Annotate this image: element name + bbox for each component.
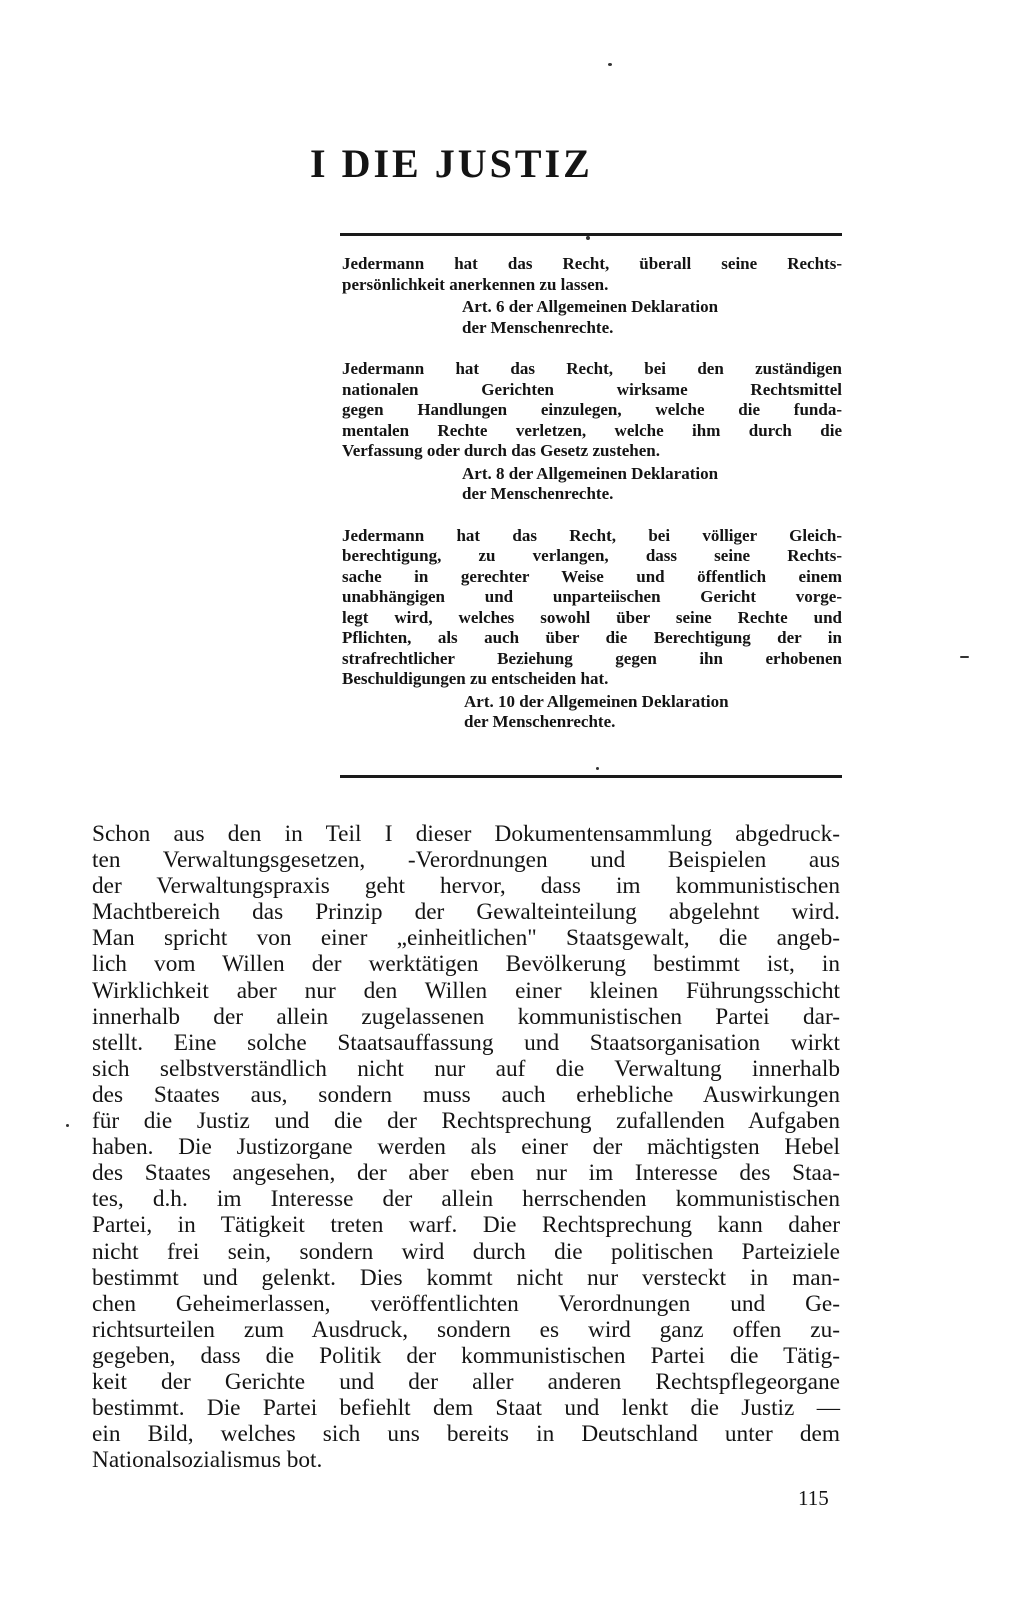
source-line: der Menschenrechte. bbox=[462, 317, 614, 337]
quote-line: Jedermann hat das Recht, bei den zuständigen bbox=[342, 359, 842, 378]
source-line: Art. 6 der Allgemeinen Deklaration bbox=[462, 297, 719, 316]
epigraph-quotes bbox=[342, 254, 842, 754]
source-line: Art. 10 der Allgemeinen Deklaration bbox=[464, 691, 729, 711]
quote-line: Pflichten, als auch über die Berechtigung der in bbox=[342, 628, 842, 647]
body-line: bestimmt. Die Partei befiehlt dem Staat und lenkt die Justiz — bbox=[92, 1395, 840, 1422]
body-line: richtsurteilen zum Ausdruck, sondern es wird ganz offen zu- bbox=[92, 1316, 840, 1343]
scan-speck bbox=[66, 1124, 69, 1127]
body-line: Partei, in Tätigkeit treten warf. Die Rechtsprechung kann daher bbox=[92, 1212, 840, 1239]
body-line: ein Bild, welches sich uns bereits in Deutschland unter dem bbox=[92, 1421, 840, 1448]
top-rule bbox=[340, 233, 842, 236]
body-line: ten Verwaltungsgesetzen, -Verordnungen und Beispielen aus bbox=[92, 847, 840, 874]
body-line: tes, d.h. im Interesse der allein herrschenden kommunistischen bbox=[92, 1186, 840, 1213]
body-line: Schon aus den in Teil I dieser Dokumentensammlung abgedruck- bbox=[92, 821, 840, 847]
quote-source bbox=[342, 692, 842, 733]
quote-line: Beschuldigungen zu entscheiden hat. bbox=[342, 669, 609, 688]
quote-article-6 bbox=[342, 254, 842, 338]
body-line: nicht frei sein, sondern wird durch die politischen Parteiziele bbox=[92, 1238, 840, 1265]
scan-speck bbox=[596, 767, 599, 770]
body-line: innerhalb der allein zugelassenen kommunistischen Partei dar- bbox=[92, 1003, 840, 1030]
body-line: der Verwaltungspraxis geht hervor, dass im kommunistischen bbox=[92, 873, 840, 900]
body-line: stellt. Eine solche Staatsauffassung und Staatsorganisation wirkt bbox=[92, 1029, 840, 1056]
quote-line: unabhängigen und unparteiischen Gericht vorge- bbox=[342, 587, 842, 606]
quote-line: persönlichkeit anerkennen zu lassen. bbox=[342, 274, 609, 294]
scan-speck bbox=[586, 236, 590, 240]
quote-source bbox=[342, 297, 842, 338]
body-line: des Staates aus, sondern muss auch erhebliche Auswirkungen bbox=[92, 1081, 840, 1108]
quote-line: Verfassung oder durch das Gesetz zustehen. bbox=[342, 441, 660, 460]
body-line: bestimmt und gelenkt. Dies kommt nicht nur versteckt in man- bbox=[92, 1264, 840, 1291]
quote-article-10 bbox=[342, 526, 842, 733]
source-line: der Menschenrechte. bbox=[462, 484, 614, 503]
quote-article-8 bbox=[342, 359, 842, 505]
body-line: des Staates angesehen, der aber eben nur im Interesse des Staa- bbox=[92, 1160, 840, 1187]
body-line: lich vom Willen der werktätigen Bevölkerung bestimmt ist, in bbox=[92, 951, 840, 978]
body-paragraph bbox=[92, 821, 840, 1473]
body-line: gegeben, dass die Politik der kommunistischen Partei die Tätig- bbox=[92, 1342, 840, 1369]
scan-speck bbox=[608, 63, 612, 66]
quote-text bbox=[342, 359, 842, 462]
body-line: Nationalsozialismus bot. bbox=[92, 1447, 323, 1474]
quote-line: sache in gerechter Weise und öffentlich einem bbox=[342, 566, 842, 586]
page-number: 115 bbox=[798, 1486, 829, 1510]
source-line: der Menschenrechte. bbox=[464, 712, 616, 731]
body-line: haben. Die Justizorgane werden als einer der mächtigsten Hebel bbox=[92, 1134, 840, 1161]
bottom-rule bbox=[340, 775, 842, 778]
quote-line: strafrechtlicher Beziehung gegen ihn erhobenen bbox=[342, 648, 842, 668]
quote-text bbox=[342, 254, 842, 295]
quote-line: Jedermann hat das Recht, überall seine Rechts- bbox=[342, 254, 842, 273]
body-line: chen Geheimerlassen, veröffentlichten Verordnungen und Ge- bbox=[92, 1290, 840, 1317]
scan-speck bbox=[960, 656, 969, 658]
quote-source bbox=[342, 464, 842, 505]
body-line: Man spricht von einer „einheitlichen" Staatsgewalt, die angeb- bbox=[92, 925, 840, 952]
chapter-title: I DIE JUSTIZ bbox=[310, 141, 593, 186]
body-line: Wirklichkeit aber nur den Willen einer kleinen Führungsschicht bbox=[92, 977, 840, 1004]
quote-line: gegen Handlungen einzulegen, welche die funda- bbox=[342, 400, 842, 419]
source-line: Art. 8 der Allgemeinen Deklaration bbox=[462, 463, 719, 483]
quote-line: berechtigung, zu verlangen, dass seine Rechts- bbox=[342, 546, 842, 565]
body-line: für die Justiz und die der Rechtsprechung zufallenden Aufgaben bbox=[92, 1108, 840, 1135]
quote-line: mentalen Rechte verletzen, welche ihm durch die bbox=[342, 420, 842, 440]
body-line: Machtbereich das Prinzip der Gewalteinteilung abgelehnt wird. bbox=[92, 899, 840, 926]
body-line: keit der Gerichte und der aller anderen Rechtspflegeorgane bbox=[92, 1368, 840, 1395]
quote-line: nationalen Gerichten wirksame Rechtsmittel bbox=[342, 379, 842, 399]
quote-text bbox=[342, 526, 842, 690]
body-line: sich selbstverständlich nicht nur auf die Verwaltung innerhalb bbox=[92, 1055, 840, 1082]
quote-line: legt wird, welches sowohl über seine Rechte und bbox=[342, 607, 842, 627]
quote-line: Jedermann hat das Recht, bei völliger Gleich- bbox=[342, 525, 842, 545]
